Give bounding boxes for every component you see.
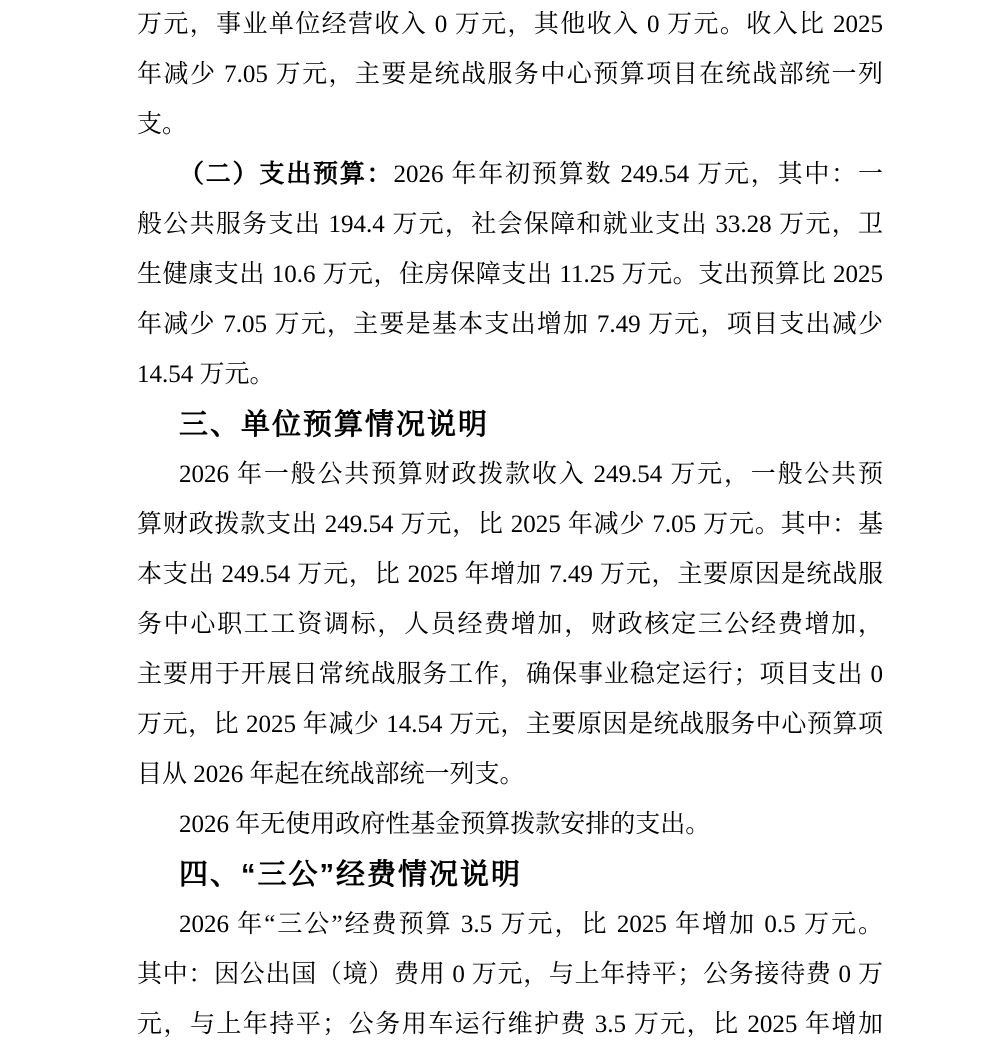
- body-text-run: 般公共服务支出 194.4 万元，社会保障和就业支出 33.28 万元，卫: [137, 211, 883, 238]
- unit-budget-para-line-1: [137, 450, 883, 500]
- heading-text: 三、单位预算情况说明: [179, 409, 490, 441]
- unit-budget-para-line-7: [137, 750, 883, 800]
- body-text-run: 2026 年无使用政府性基金预算拨款安排的支出。: [179, 811, 711, 838]
- body-text-run: 万元，比 2025 年减少 14.54 万元，主要原因是统战服务中心预算项: [137, 711, 883, 738]
- body-text-run: 务中心职工工资调标，人员经费增加，财政核定三公经费增加，: [137, 611, 883, 638]
- income-para-line-2: [137, 50, 883, 100]
- unit-budget-para-line-3: [137, 550, 883, 600]
- body-text-run: 生健康支出 10.6 万元，住房保障支出 11.25 万元。支出预算比 2025: [137, 261, 883, 288]
- heading-text: 四、“三公”经费情况说明: [179, 859, 523, 891]
- expense-para-line-1: [137, 150, 883, 200]
- body-text-run: 年减少 7.05 万元，主要是基本支出增加 7.49 万元，项目支出减少: [137, 311, 883, 338]
- section-heading-three-public: [137, 850, 883, 900]
- income-para-line-3: [137, 100, 883, 150]
- unit-budget-para-line-2: [137, 500, 883, 550]
- body-text-run: 年减少 7.05 万元，主要是统战服务中心预算项目在统战部统一列: [137, 61, 883, 88]
- three-public-para-line-2: [137, 950, 883, 1000]
- body-text-run: 主要用于开展日常统战服务工作，确保事业稳定运行；项目支出 0: [137, 661, 883, 688]
- three-public-para-line-3: [137, 1000, 883, 1050]
- gov-fund-para-line-1: [137, 800, 883, 850]
- body-text-run: 14.54 万元。: [137, 361, 275, 388]
- body-text-run: 元，与上年持平；公务用车运行维护费 3.5 万元，比 2025 年增加: [137, 1011, 883, 1038]
- three-public-para-line-1: [137, 900, 883, 950]
- expense-para-line-4: [137, 300, 883, 350]
- unit-budget-para-line-5: [137, 650, 883, 700]
- body-text-run: 2026 年一般公共预算财政拨款收入 249.54 万元，一般公共预: [179, 461, 883, 488]
- body-text-run: 算财政拨款支出 249.54 万元，比 2025 年减少 7.05 万元。其中：基: [137, 511, 883, 538]
- document-text-block: [137, 0, 883, 1050]
- body-text-run: 2026 年“三公”经费预算 3.5 万元，比 2025 年增加 0.5 万元。: [179, 911, 883, 938]
- unit-budget-para-line-6: [137, 700, 883, 750]
- expense-para-line-2: [137, 200, 883, 250]
- body-text-run: 本支出 249.54 万元，比 2025 年增加 7.49 万元，主要原因是统战服: [137, 561, 883, 588]
- body-text-run: （二）支出预算：: [179, 161, 394, 188]
- expense-para-line-3: [137, 250, 883, 300]
- body-text-run: 其中：因公出国（境）费用 0 万元，与上年持平；公务接待费 0 万: [137, 961, 883, 988]
- body-text-run: 支。: [137, 111, 188, 138]
- unit-budget-para-line-4: [137, 600, 883, 650]
- body-text-run: 目从 2026 年起在统战部统一列支。: [137, 761, 525, 788]
- income-para-line-1: [137, 0, 883, 50]
- expense-para-line-5: [137, 350, 883, 400]
- body-text-run: 2026 年年初预算数 249.54 万元，其中：一: [393, 161, 883, 188]
- section-heading-unit-budget: [137, 400, 883, 450]
- body-text-run: 万元，事业单位经营收入 0 万元，其他收入 0 万元。收入比 2025: [137, 11, 883, 38]
